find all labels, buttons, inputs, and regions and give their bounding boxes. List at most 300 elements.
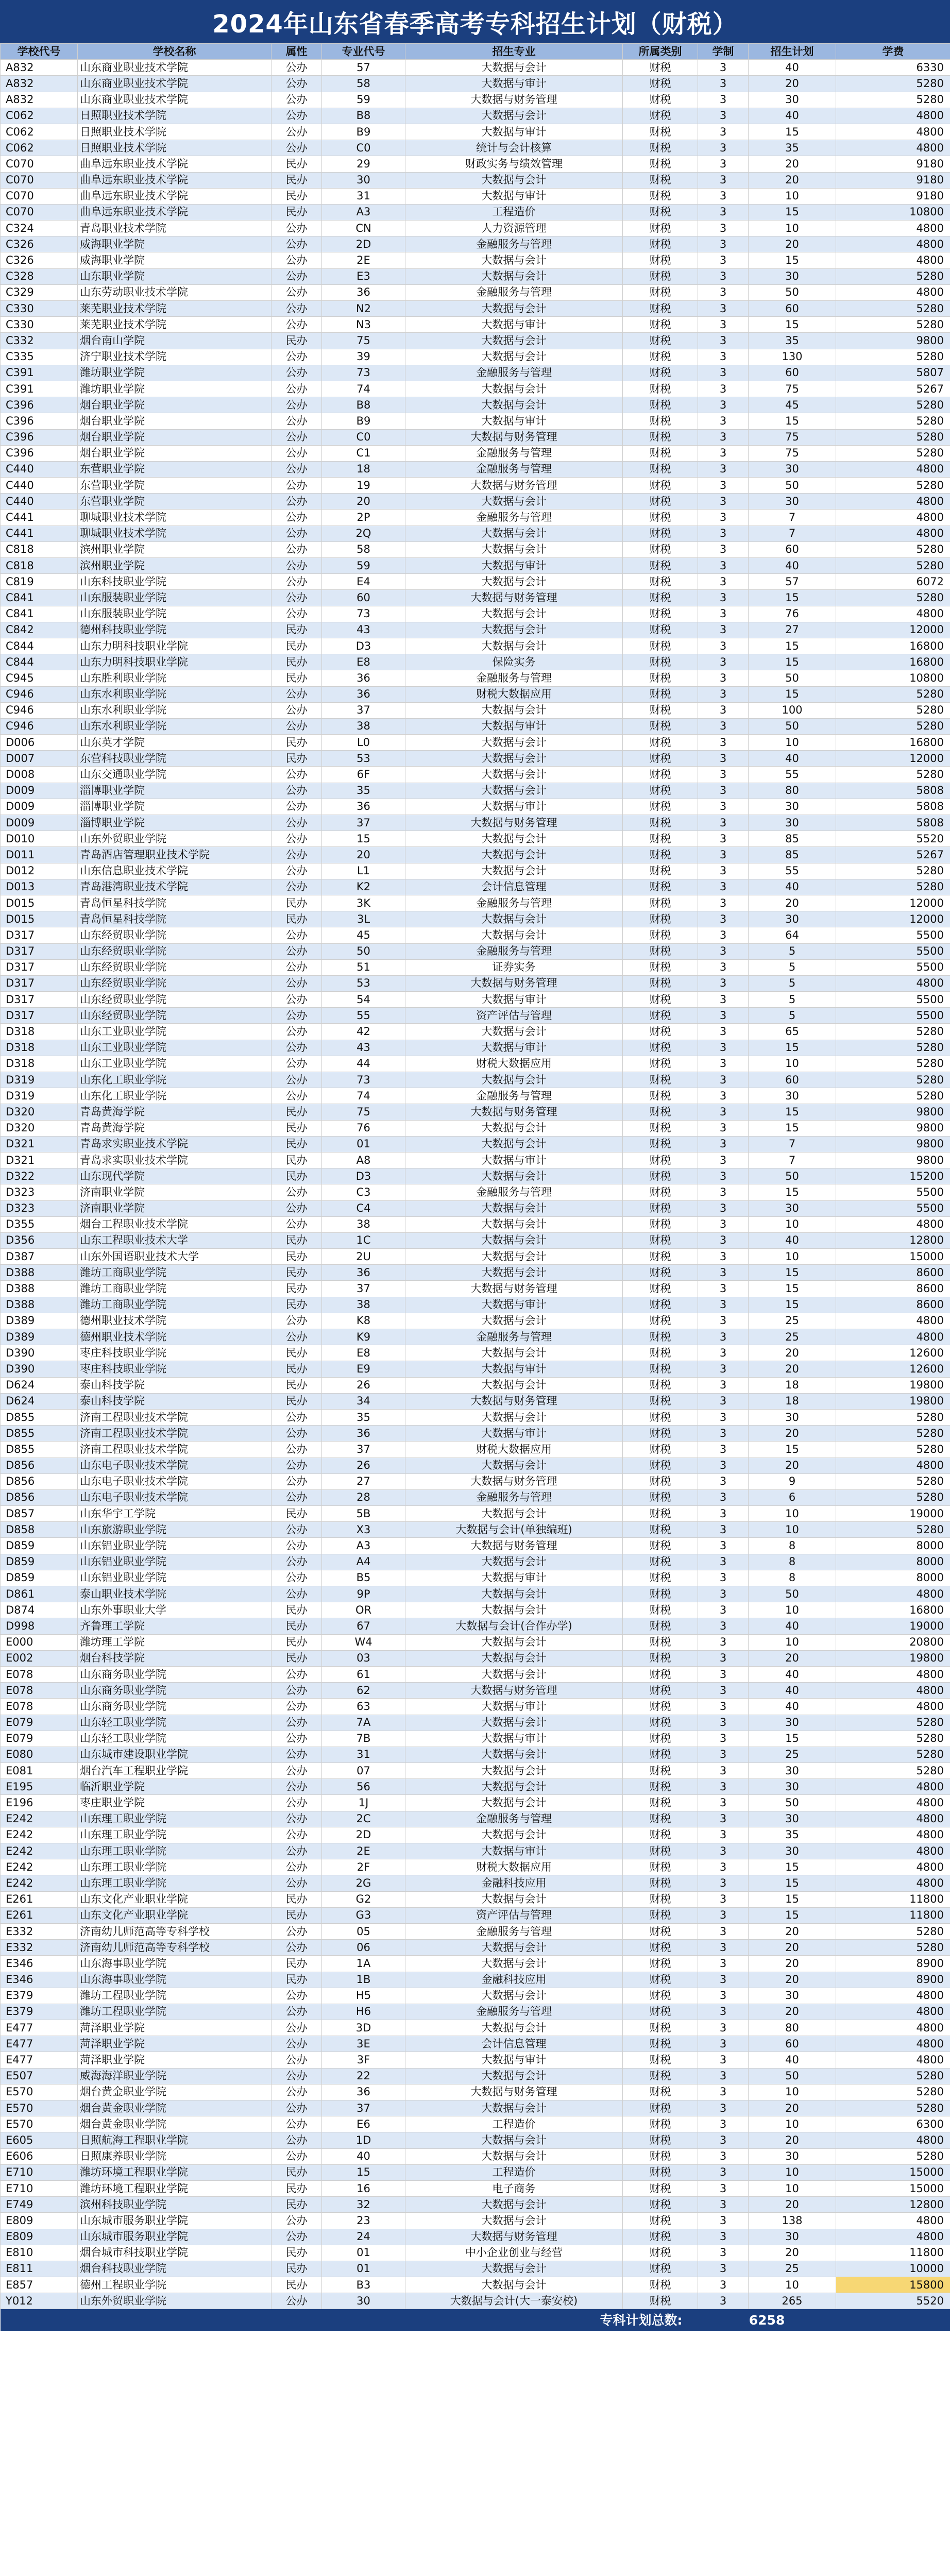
cell-category: 财税 bbox=[623, 1956, 698, 1972]
cell-category: 财税 bbox=[623, 735, 698, 751]
cell-major: 大数据与会计 bbox=[405, 1072, 623, 1088]
cell-major: 大数据与会计 bbox=[405, 1779, 623, 1795]
cell-tuition: 5520 bbox=[836, 2293, 950, 2309]
table-row bbox=[1, 172, 950, 188]
cell-school-code: A832 bbox=[1, 92, 78, 108]
cell-quota: 15 bbox=[749, 1265, 836, 1281]
cell-years: 3 bbox=[698, 735, 749, 751]
cell-school-code: D855 bbox=[1, 1426, 78, 1442]
cell-school-code: D856 bbox=[1, 1473, 78, 1489]
cell-major-code: 31 bbox=[322, 1747, 405, 1762]
table-row bbox=[1, 60, 950, 76]
cell-major: 会计信息管理 bbox=[405, 879, 623, 895]
cell-years: 3 bbox=[698, 975, 749, 991]
cell-years: 3 bbox=[698, 2004, 749, 2020]
cell-school-name: 青岛黄海学院 bbox=[78, 1104, 272, 1120]
table-row bbox=[1, 1586, 950, 1602]
cell-years: 3 bbox=[698, 301, 749, 317]
cell-tuition: 19800 bbox=[836, 1377, 950, 1393]
cell-school-code: E261 bbox=[1, 1907, 78, 1923]
cell-years: 3 bbox=[698, 221, 749, 236]
cell-years: 3 bbox=[698, 959, 749, 975]
cell-major-code: 2C bbox=[322, 1811, 405, 1827]
cell-ownership: 民办 bbox=[272, 735, 322, 751]
cell-school-name: 德州职业技术学院 bbox=[78, 1329, 272, 1345]
cell-category: 财税 bbox=[623, 1024, 698, 1040]
cell-major-code: 1A bbox=[322, 1956, 405, 1972]
cell-years: 3 bbox=[698, 1666, 749, 1682]
cell-ownership: 公办 bbox=[272, 831, 322, 847]
table-row bbox=[1, 1056, 950, 1072]
table-row bbox=[1, 1120, 950, 1136]
cell-category: 财税 bbox=[623, 1168, 698, 1184]
cell-major: 证券实务 bbox=[405, 959, 623, 975]
cell-school-name: 山东胜利职业学院 bbox=[78, 670, 272, 686]
cell-category: 财税 bbox=[623, 92, 698, 108]
cell-ownership: 公办 bbox=[272, 2100, 322, 2116]
cell-category: 财税 bbox=[623, 284, 698, 300]
cell-tuition: 5280 bbox=[836, 1056, 950, 1072]
cell-school-name: 山东电子职业技术学院 bbox=[78, 1473, 272, 1489]
cell-school-name: 山东电子职业技术学院 bbox=[78, 1489, 272, 1505]
cell-quota: 7 bbox=[749, 1136, 836, 1152]
cell-school-name: 山东理工职业学院 bbox=[78, 1875, 272, 1891]
cell-school-code: C819 bbox=[1, 574, 78, 590]
cell-school-code: C070 bbox=[1, 156, 78, 172]
cell-quota: 15 bbox=[749, 1281, 836, 1297]
table-row bbox=[1, 686, 950, 702]
cell-tuition: 9800 bbox=[836, 1152, 950, 1168]
cell-years: 3 bbox=[698, 1442, 749, 1458]
cell-tuition: 5280 bbox=[836, 1473, 950, 1489]
cell-ownership: 公办 bbox=[272, 1779, 322, 1795]
cell-category: 财税 bbox=[623, 2068, 698, 2084]
cell-tuition: 5280 bbox=[836, 2148, 950, 2164]
cell-ownership: 民办 bbox=[272, 751, 322, 767]
cell-years: 3 bbox=[698, 1088, 749, 1104]
table-row bbox=[1, 1265, 950, 1281]
cell-major-code: C3 bbox=[322, 1184, 405, 1200]
cell-ownership: 公办 bbox=[272, 2293, 322, 2309]
cell-school-code: D355 bbox=[1, 1216, 78, 1232]
cell-major-code: 53 bbox=[322, 751, 405, 767]
table-row bbox=[1, 108, 950, 124]
cell-years: 3 bbox=[698, 702, 749, 718]
table-row bbox=[1, 2229, 950, 2245]
cell-school-code: C062 bbox=[1, 108, 78, 124]
cell-major: 统计与会计核算 bbox=[405, 140, 623, 156]
cell-tuition: 19000 bbox=[836, 1506, 950, 1522]
table-row bbox=[1, 1843, 950, 1859]
cell-category: 财税 bbox=[623, 2197, 698, 2213]
table-row bbox=[1, 1458, 950, 1473]
cell-ownership: 公办 bbox=[272, 1586, 322, 1602]
cell-tuition: 5280 bbox=[836, 397, 950, 413]
cell-major-code: 36 bbox=[322, 670, 405, 686]
cell-major-code: 1C bbox=[322, 1232, 405, 1248]
cell-school-code: D356 bbox=[1, 1232, 78, 1248]
cell-major-code: 23 bbox=[322, 2213, 405, 2229]
cell-tuition: 5808 bbox=[836, 783, 950, 799]
cell-major-code: E4 bbox=[322, 574, 405, 590]
cell-major: 资产评估与管理 bbox=[405, 1907, 623, 1923]
cell-category: 财税 bbox=[623, 1249, 698, 1265]
cell-major: 大数据与会计 bbox=[405, 1249, 623, 1265]
cell-tuition: 5280 bbox=[836, 879, 950, 895]
cell-years: 3 bbox=[698, 718, 749, 734]
cell-major-code: 35 bbox=[322, 783, 405, 799]
cell-tuition: 5500 bbox=[836, 959, 950, 975]
cell-major-code: 75 bbox=[322, 1104, 405, 1120]
cell-major: 大数据与会计 bbox=[405, 1634, 623, 1650]
cell-major: 大数据与审计 bbox=[405, 1426, 623, 1442]
cell-school-name: 济宁职业技术学院 bbox=[78, 349, 272, 365]
cell-category: 财税 bbox=[623, 2116, 698, 2132]
cell-school-code: E242 bbox=[1, 1843, 78, 1859]
cell-years: 3 bbox=[698, 1265, 749, 1281]
col-header-years: 学制 bbox=[698, 44, 749, 60]
cell-major: 大数据与会计 bbox=[405, 1313, 623, 1329]
table-row bbox=[1, 1072, 950, 1088]
cell-years: 3 bbox=[698, 510, 749, 526]
cell-quota: 30 bbox=[749, 1409, 836, 1425]
cell-major: 大数据与会计(单独编班) bbox=[405, 1522, 623, 1538]
cell-quota: 15 bbox=[749, 686, 836, 702]
cell-major: 金融服务与管理 bbox=[405, 445, 623, 461]
cell-ownership: 公办 bbox=[272, 1088, 322, 1104]
cell-school-name: 济南幼儿师范高等专科学校 bbox=[78, 1923, 272, 1939]
cell-tuition: 12000 bbox=[836, 911, 950, 927]
cell-tuition: 19800 bbox=[836, 1650, 950, 1666]
cell-category: 财税 bbox=[623, 2100, 698, 2116]
table-row bbox=[1, 1618, 950, 1634]
cell-school-name: 山东旅游职业学院 bbox=[78, 1522, 272, 1538]
cell-category: 财税 bbox=[623, 686, 698, 702]
cell-tuition: 4800 bbox=[836, 1811, 950, 1827]
cell-tuition: 12800 bbox=[836, 1232, 950, 1248]
table-row bbox=[1, 1634, 950, 1650]
cell-major-code: 07 bbox=[322, 1763, 405, 1779]
cell-school-code: D015 bbox=[1, 895, 78, 911]
table-row bbox=[1, 847, 950, 863]
cell-school-code: A832 bbox=[1, 60, 78, 76]
cell-school-name: 潍坊环境工程职业学院 bbox=[78, 2164, 272, 2180]
cell-major: 金融服务与管理 bbox=[405, 1923, 623, 1939]
cell-school-name: 滨州职业学院 bbox=[78, 541, 272, 557]
cell-school-code: D858 bbox=[1, 1522, 78, 1538]
cell-ownership: 公办 bbox=[272, 1008, 322, 1024]
table-row bbox=[1, 895, 950, 911]
cell-category: 财税 bbox=[623, 156, 698, 172]
cell-major-code: 3F bbox=[322, 2052, 405, 2068]
table-row bbox=[1, 1666, 950, 1682]
cell-major: 大数据与会计 bbox=[405, 301, 623, 317]
cell-school-code: D388 bbox=[1, 1265, 78, 1281]
cell-category: 财税 bbox=[623, 1008, 698, 1024]
cell-school-name: 青岛港湾职业技术学院 bbox=[78, 879, 272, 895]
cell-ownership: 公办 bbox=[272, 1200, 322, 1216]
table-row bbox=[1, 301, 950, 317]
cell-major: 大数据与会计 bbox=[405, 397, 623, 413]
cell-years: 3 bbox=[698, 2245, 749, 2261]
cell-category: 财税 bbox=[623, 2132, 698, 2148]
cell-category: 财税 bbox=[623, 2164, 698, 2180]
cell-quota: 85 bbox=[749, 831, 836, 847]
cell-school-name: 山东信息职业技术学院 bbox=[78, 863, 272, 879]
cell-tuition: 5280 bbox=[836, 558, 950, 574]
table-row bbox=[1, 445, 950, 461]
cell-ownership: 公办 bbox=[272, 1875, 322, 1891]
cell-school-name: 山东英才学院 bbox=[78, 735, 272, 751]
cell-years: 3 bbox=[698, 686, 749, 702]
cell-school-code: D318 bbox=[1, 1024, 78, 1040]
cell-category: 财税 bbox=[623, 943, 698, 959]
cell-major: 大数据与审计 bbox=[405, 1297, 623, 1313]
cell-school-code: C396 bbox=[1, 445, 78, 461]
cell-school-code: D010 bbox=[1, 831, 78, 847]
cell-years: 3 bbox=[698, 574, 749, 590]
table-row bbox=[1, 510, 950, 526]
cell-ownership: 公办 bbox=[272, 1329, 322, 1345]
table-row bbox=[1, 702, 950, 718]
cell-quota: 25 bbox=[749, 2261, 836, 2277]
cell-ownership: 公办 bbox=[272, 2052, 322, 2068]
cell-ownership: 民办 bbox=[272, 1891, 322, 1907]
cell-tuition: 4800 bbox=[836, 1988, 950, 2004]
cell-ownership: 公办 bbox=[272, 349, 322, 365]
cell-quota: 30 bbox=[749, 268, 836, 284]
table-row bbox=[1, 1699, 950, 1715]
cell-major-code: 6F bbox=[322, 767, 405, 783]
cell-quota: 50 bbox=[749, 1795, 836, 1811]
cell-years: 3 bbox=[698, 2293, 749, 2309]
cell-quota: 20 bbox=[749, 1361, 836, 1377]
cell-major-code: 3E bbox=[322, 2036, 405, 2052]
cell-tuition: 4800 bbox=[836, 236, 950, 252]
total-value: 6258 bbox=[698, 2309, 836, 2331]
cell-major-code: 15 bbox=[322, 2164, 405, 2180]
table-row bbox=[1, 1940, 950, 1956]
cell-quota: 15 bbox=[749, 124, 836, 140]
cell-major-code: E8 bbox=[322, 1345, 405, 1361]
cell-major-code: K8 bbox=[322, 1313, 405, 1329]
cell-quota: 50 bbox=[749, 718, 836, 734]
cell-school-name: 山东经贸职业学院 bbox=[78, 975, 272, 991]
cell-quota: 75 bbox=[749, 429, 836, 445]
cell-ownership: 公办 bbox=[272, 718, 322, 734]
cell-years: 3 bbox=[698, 478, 749, 494]
cell-ownership: 民办 bbox=[272, 2197, 322, 2213]
cell-quota: 20 bbox=[749, 1956, 836, 1972]
cell-tuition: 5280 bbox=[836, 2100, 950, 2116]
cell-ownership: 民办 bbox=[272, 1956, 322, 1972]
cell-tuition: 4800 bbox=[836, 108, 950, 124]
cell-school-name: 烟台南山学院 bbox=[78, 333, 272, 349]
cell-category: 财税 bbox=[623, 1393, 698, 1409]
cell-quota: 5 bbox=[749, 1008, 836, 1024]
cell-major: 大数据与会计 bbox=[405, 622, 623, 638]
cell-category: 财税 bbox=[623, 975, 698, 991]
cell-major: 大数据与会计 bbox=[405, 927, 623, 943]
cell-years: 3 bbox=[698, 2229, 749, 2245]
cell-school-name: 山东铝业职业学院 bbox=[78, 1554, 272, 1570]
cell-ownership: 公办 bbox=[272, 879, 322, 895]
cell-ownership: 公办 bbox=[272, 783, 322, 799]
cell-major-code: 54 bbox=[322, 992, 405, 1008]
cell-major-code: C4 bbox=[322, 1200, 405, 1216]
cell-years: 3 bbox=[698, 2261, 749, 2277]
cell-quota: 30 bbox=[749, 1763, 836, 1779]
table-row bbox=[1, 1875, 950, 1891]
cell-major: 大数据与审计 bbox=[405, 799, 623, 815]
cell-tuition: 8000 bbox=[836, 1538, 950, 1554]
cell-school-name: 淄博职业学院 bbox=[78, 783, 272, 799]
cell-tuition: 4800 bbox=[836, 2229, 950, 2245]
cell-school-name: 菏泽职业学院 bbox=[78, 2052, 272, 2068]
table-row bbox=[1, 1168, 950, 1184]
col-header-category: 所属类别 bbox=[623, 44, 698, 60]
cell-tuition: 8600 bbox=[836, 1265, 950, 1281]
cell-school-code: E379 bbox=[1, 2004, 78, 2020]
cell-school-name: 枣庄科技职业学院 bbox=[78, 1361, 272, 1377]
cell-years: 3 bbox=[698, 1506, 749, 1522]
cell-quota: 20 bbox=[749, 172, 836, 188]
cell-quota: 10 bbox=[749, 2084, 836, 2100]
cell-major: 大数据与会计 bbox=[405, 1715, 623, 1731]
cell-years: 3 bbox=[698, 1747, 749, 1762]
cell-major-code: 26 bbox=[322, 1458, 405, 1473]
cell-ownership: 公办 bbox=[272, 992, 322, 1008]
cell-tuition: 5500 bbox=[836, 1184, 950, 1200]
cell-major: 金融服务与管理 bbox=[405, 284, 623, 300]
cell-quota: 75 bbox=[749, 445, 836, 461]
cell-tuition: 5280 bbox=[836, 301, 950, 317]
table-row bbox=[1, 654, 950, 670]
cell-school-name: 青岛职业技术学院 bbox=[78, 221, 272, 236]
cell-major-code: A3 bbox=[322, 1538, 405, 1554]
cell-major-code: 59 bbox=[322, 558, 405, 574]
cell-major-code: 3K bbox=[322, 895, 405, 911]
cell-school-code: D856 bbox=[1, 1458, 78, 1473]
cell-school-name: 烟台职业学院 bbox=[78, 397, 272, 413]
cell-school-code: C062 bbox=[1, 124, 78, 140]
cell-school-name: 山东商务职业学院 bbox=[78, 1699, 272, 1715]
cell-major-code: E6 bbox=[322, 2116, 405, 2132]
cell-major-code: L1 bbox=[322, 863, 405, 879]
cell-major: 金融服务与管理 bbox=[405, 510, 623, 526]
cell-major: 大数据与会计 bbox=[405, 2261, 623, 2277]
cell-major-code: B9 bbox=[322, 124, 405, 140]
table-row bbox=[1, 92, 950, 108]
cell-tuition: 5280 bbox=[836, 1747, 950, 1762]
cell-tuition: 11800 bbox=[836, 1907, 950, 1923]
cell-school-code: D318 bbox=[1, 1040, 78, 1056]
cell-school-code: D855 bbox=[1, 1442, 78, 1458]
cell-years: 3 bbox=[698, 1731, 749, 1747]
cell-school-code: C332 bbox=[1, 333, 78, 349]
cell-school-code: D855 bbox=[1, 1409, 78, 1425]
cell-school-code: D318 bbox=[1, 1056, 78, 1072]
cell-major-code: 36 bbox=[322, 686, 405, 702]
cell-school-code: D389 bbox=[1, 1329, 78, 1345]
cell-major-code: 24 bbox=[322, 2229, 405, 2245]
cell-category: 财税 bbox=[623, 1297, 698, 1313]
cell-quota: 130 bbox=[749, 349, 836, 365]
cell-major: 金融服务与管理 bbox=[405, 1329, 623, 1345]
cell-major-code: D3 bbox=[322, 1168, 405, 1184]
cell-years: 3 bbox=[698, 911, 749, 927]
cell-ownership: 公办 bbox=[272, 590, 322, 606]
cell-category: 财税 bbox=[623, 1634, 698, 1650]
cell-school-name: 济南幼儿师范高等专科学校 bbox=[78, 1940, 272, 1956]
cell-major: 金融服务与管理 bbox=[405, 461, 623, 477]
cell-quota: 10 bbox=[749, 2116, 836, 2132]
cell-school-name: 泰山职业技术学院 bbox=[78, 1586, 272, 1602]
cell-ownership: 公办 bbox=[272, 927, 322, 943]
cell-years: 3 bbox=[698, 1634, 749, 1650]
cell-years: 3 bbox=[698, 558, 749, 574]
cell-school-name: 淄博职业学院 bbox=[78, 799, 272, 815]
cell-quota: 60 bbox=[749, 1072, 836, 1088]
cell-ownership: 公办 bbox=[272, 365, 322, 381]
cell-years: 3 bbox=[698, 317, 749, 333]
cell-ownership: 公办 bbox=[272, 510, 322, 526]
cell-major: 保险实务 bbox=[405, 654, 623, 670]
cell-ownership: 民办 bbox=[272, 333, 322, 349]
cell-category: 财税 bbox=[623, 2213, 698, 2229]
cell-ownership: 民办 bbox=[272, 156, 322, 172]
cell-quota: 85 bbox=[749, 847, 836, 863]
cell-tuition: 12000 bbox=[836, 751, 950, 767]
cell-tuition: 5500 bbox=[836, 927, 950, 943]
cell-school-name: 曲阜远东职业技术学院 bbox=[78, 188, 272, 204]
cell-ownership: 公办 bbox=[272, 301, 322, 317]
cell-category: 财税 bbox=[623, 1200, 698, 1216]
cell-category: 财税 bbox=[623, 2020, 698, 2036]
cell-school-name: 山东劳动职业技术学院 bbox=[78, 284, 272, 300]
cell-category: 财税 bbox=[623, 1731, 698, 1747]
cell-school-name: 山东经贸职业学院 bbox=[78, 927, 272, 943]
cell-tuition: 5280 bbox=[836, 1923, 950, 1939]
cell-tuition: 4800 bbox=[836, 510, 950, 526]
table-row bbox=[1, 2068, 950, 2084]
cell-ownership: 公办 bbox=[272, 1409, 322, 1425]
cell-school-code: D321 bbox=[1, 1136, 78, 1152]
cell-school-code: E857 bbox=[1, 2277, 78, 2293]
cell-school-code: D009 bbox=[1, 783, 78, 799]
enrollment-table bbox=[0, 43, 950, 2331]
cell-quota: 30 bbox=[749, 2229, 836, 2245]
cell-major: 大数据与会计 bbox=[405, 1200, 623, 1216]
cell-category: 财税 bbox=[623, 108, 698, 124]
table-row bbox=[1, 1570, 950, 1586]
cell-ownership: 公办 bbox=[272, 429, 322, 445]
cell-category: 财税 bbox=[623, 60, 698, 76]
cell-major-code: L0 bbox=[322, 735, 405, 751]
cell-years: 3 bbox=[698, 1281, 749, 1297]
cell-major-code: 57 bbox=[322, 60, 405, 76]
cell-quota: 60 bbox=[749, 541, 836, 557]
cell-major: 财税大数据应用 bbox=[405, 1859, 623, 1875]
cell-major: 电子商务 bbox=[405, 2180, 623, 2196]
cell-major-code: 1J bbox=[322, 1795, 405, 1811]
cell-major: 金融服务与管理 bbox=[405, 1811, 623, 1827]
cell-tuition: 9800 bbox=[836, 1120, 950, 1136]
cell-ownership: 民办 bbox=[272, 2277, 322, 2293]
cell-school-code: E078 bbox=[1, 1699, 78, 1715]
cell-category: 财税 bbox=[623, 1088, 698, 1104]
cell-school-name: 山东文化产业职业学院 bbox=[78, 1891, 272, 1907]
